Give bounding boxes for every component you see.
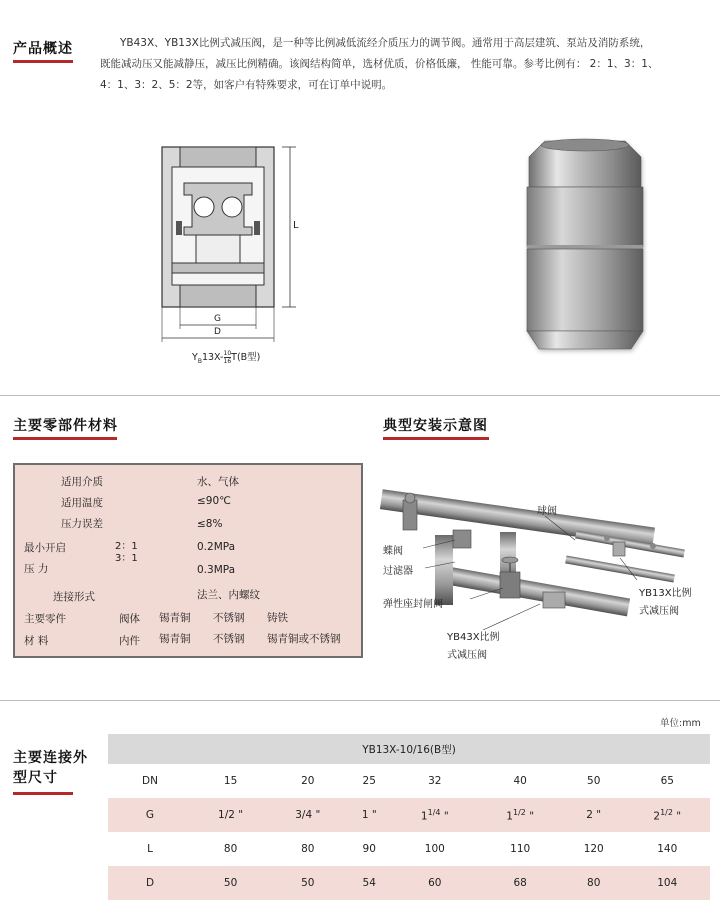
- cell-g-4-frac: 1/4: [427, 807, 441, 817]
- cell-g-6: 2 ": [563, 798, 625, 832]
- cell-d-4: 60: [392, 866, 477, 900]
- cell-dn-6: 50: [587, 775, 601, 787]
- section-title-install: 典型安装示意图: [383, 418, 488, 434]
- cell-dn-5: 40: [513, 775, 527, 787]
- section-title-materials: 主要零部件材料: [13, 418, 118, 434]
- materials-table: [13, 463, 363, 658]
- cell-l-7: 140: [657, 843, 678, 855]
- cell-g-3: 1 ": [346, 798, 392, 832]
- cell-d-1: 50: [192, 866, 269, 900]
- valve-photo-svg: [515, 135, 655, 365]
- intro-text: [100, 33, 712, 96]
- ratio-2: 3：1: [115, 553, 138, 564]
- dims-row-g: [108, 798, 710, 832]
- dim-L-label: L: [293, 220, 299, 231]
- caption-prefix: Y: [192, 352, 198, 363]
- divider-2: [0, 700, 720, 701]
- label-yb43x-2: 式减压阀: [447, 650, 487, 661]
- cell-dn-4: 32: [428, 775, 442, 787]
- cell-g-7-whole: 2: [653, 810, 661, 823]
- cell-l-5: 110: [510, 843, 531, 855]
- body-value-3: 铸铁: [267, 612, 288, 624]
- label-yb43x-1: YB43X比例: [447, 632, 500, 643]
- caption-suffix: T(B型): [231, 352, 261, 363]
- cell-dn-7: 65: [660, 775, 674, 787]
- parts-label: 主要零件: [24, 613, 66, 625]
- inner-value-1: 锡青铜: [159, 633, 191, 645]
- cell-d-2: 50: [269, 866, 346, 900]
- row-head-l: L: [147, 843, 153, 855]
- label-gate-valve: 弹性座封闸阀: [383, 599, 443, 610]
- medium-label: 适用介质: [61, 476, 103, 488]
- row-head-d: D: [108, 866, 192, 900]
- cell-l-6: 120: [583, 843, 604, 855]
- inner-value-3: 锡青铜或不锈钢: [267, 633, 341, 645]
- label-yb13x-1: YB13X比例: [639, 588, 692, 599]
- pressure-value-1: 0.2MPa: [197, 541, 236, 553]
- label-filter: 过滤器: [383, 566, 413, 577]
- connection-label: 连接形式: [53, 591, 95, 603]
- dims-header-row: [108, 734, 710, 764]
- temp-label: 适用温度: [61, 497, 103, 509]
- min-open-label: 最小开启: [24, 542, 66, 554]
- cell-g-5-whole: 1: [506, 810, 513, 823]
- drawing-caption: [192, 349, 260, 365]
- cell-g-4: $1^{1/4}$ ": [392, 798, 477, 832]
- caption-num: 10: [223, 350, 232, 357]
- section-title-dims: 主要连接外型尺寸: [13, 750, 88, 786]
- inner-value-2: 不锈钢: [213, 633, 245, 645]
- dims-table-wrap: [108, 734, 710, 900]
- intro-line-2: 既能减动压又能减静压，减压比例精确。该阀结构简单，选材优质，价格低廉， 性能可靠。参考比例有： 2：1、3：1、: [100, 58, 659, 70]
- body-value-1: 锡青铜: [159, 612, 191, 624]
- label-ball-valve: 球阀: [537, 506, 557, 517]
- cell-dn-3: 25: [362, 775, 376, 787]
- cell-d-3: 54: [346, 866, 392, 900]
- dims-accent: [13, 792, 73, 795]
- dims-row-dn: [108, 764, 710, 798]
- cell-l-2: 80: [301, 843, 315, 855]
- cell-l-4: 100: [424, 843, 445, 855]
- caption-den: 16: [223, 358, 232, 365]
- caption-sub: B: [197, 357, 202, 365]
- body-label: 阀体: [119, 613, 140, 625]
- temp-value: ≤90℃: [197, 495, 231, 507]
- pressure-label: 压 力: [24, 563, 49, 575]
- valve-photo: [515, 135, 655, 365]
- valve-section-drawing: [150, 135, 320, 370]
- cell-g-4-whole: 1: [420, 810, 428, 823]
- error-label: 压力误差: [61, 518, 103, 530]
- connection-value: 法兰、内螺纹: [197, 589, 260, 601]
- body-value-2: 不锈钢: [213, 612, 245, 624]
- divider-1: [0, 395, 720, 396]
- cell-g-5: $1^{1/2}$ ": [477, 798, 562, 832]
- cell-d-6: 80: [563, 866, 625, 900]
- materials-accent: [13, 437, 117, 440]
- material-label: 材 料: [24, 635, 49, 647]
- row-head-dn: DN: [142, 775, 158, 787]
- section-title-overview: 产品概述: [13, 41, 73, 57]
- medium-value: 水、气体: [197, 476, 239, 488]
- dims-table: [108, 734, 710, 900]
- cell-dn-1: 15: [223, 775, 238, 787]
- cell-d-7: 104: [625, 866, 710, 900]
- label-yb13x-2: 式减压阀: [639, 606, 679, 617]
- dim-D-label: D: [214, 327, 221, 337]
- caption-mid: 13X-: [201, 352, 224, 363]
- dim-G-label: G: [214, 314, 221, 324]
- pressure-value-2: 0.3MPa: [197, 564, 236, 576]
- row-head-g: G: [108, 798, 192, 832]
- install-accent: [383, 437, 489, 440]
- cell-g-7-frac: 1/2: [660, 807, 673, 817]
- error-value: ≤8%: [197, 518, 223, 530]
- ratio-values: [115, 541, 138, 565]
- cell-dn-2: 20: [301, 775, 315, 787]
- intro-line-1: YB43X、YB13X比例式减压阀，是一种等比例减低流经介质压力的调节阀。通常用于高层建筑、泵站及消防系统，: [120, 37, 651, 49]
- dims-row-d: [108, 866, 710, 900]
- cell-d-5: 68: [477, 866, 562, 900]
- overview-accent: [13, 60, 73, 63]
- unit-label: 单位:mm: [660, 718, 701, 729]
- section-drawing-svg: [150, 135, 320, 370]
- cell-g-7: $2^{1/2}$ ": [625, 798, 710, 832]
- cell-l-1: 80: [223, 843, 238, 855]
- cell-g-2: 3/4 ": [269, 798, 346, 832]
- label-butterfly-valve: 蝶阀: [383, 546, 403, 557]
- intro-line-3: 4：1、3：2、5：2等，如客户有特殊要求，可在订单中说明。: [100, 79, 393, 91]
- install-diagram: [375, 480, 715, 670]
- cell-g-5-frac: 1/2: [512, 807, 526, 817]
- dims-row-l: [108, 832, 710, 866]
- cell-l-3: 90: [362, 843, 376, 855]
- ratio-1: 2：1: [115, 541, 138, 552]
- dims-model-cell: YB13X-10/16(B型): [108, 734, 710, 764]
- cell-g-1: 1/2 ": [192, 798, 269, 832]
- inner-label: 内件: [119, 635, 140, 647]
